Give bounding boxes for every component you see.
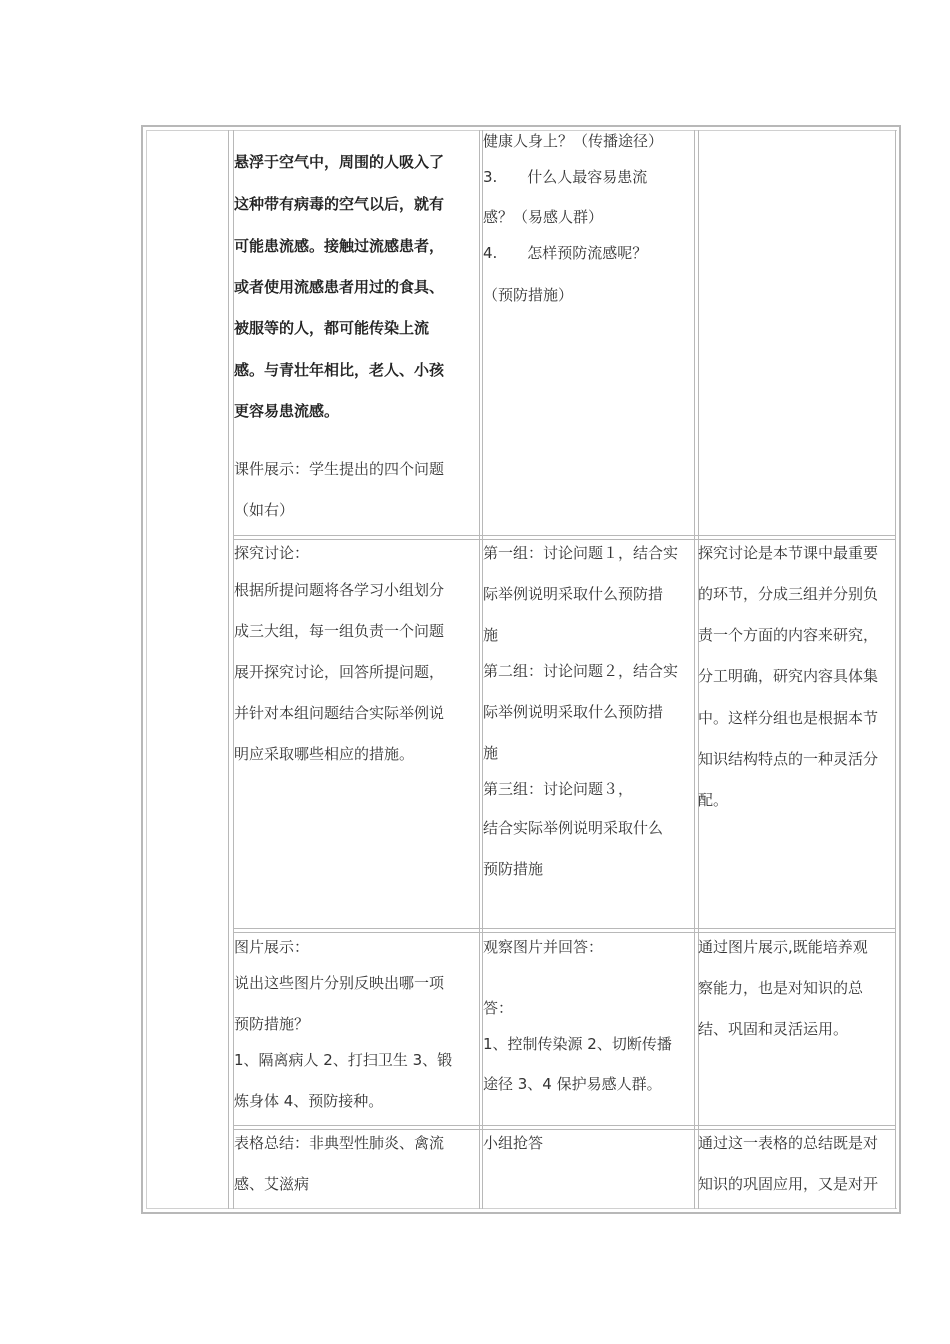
table-border-left-inner (146, 130, 147, 1209)
cell-text-line: 或者使用流感患者用过的食具、 (234, 278, 445, 296)
cell-text-line: 健康人身上？（传播途径） (483, 132, 664, 150)
cell-text-line: 知识的巩固应用，又是对开 (698, 1175, 879, 1193)
cell-text-line: 4. 怎样预防流感呢？ (483, 244, 648, 262)
table-border-right (899, 125, 901, 1214)
cell-text-line: 感？（易感人群） (483, 208, 604, 226)
row-divider-3 (233, 1125, 896, 1126)
cell-text-line: 答： (483, 999, 514, 1017)
row-divider-2b (233, 932, 896, 933)
cell-text-line: 的环节，分成三组并分别负 (698, 585, 879, 603)
cell-text-line: 图片展示： (234, 938, 310, 956)
cell-text-line: 更容易患流感。 (234, 402, 340, 420)
cell-text-line: 结、巩固和灵活运用。 (698, 1020, 849, 1038)
cell-text-line: 第一组：讨论问题１，结合实 (483, 544, 679, 562)
cell-text-line: 结合实际举例说明采取什么 (483, 819, 664, 837)
cell-text-line: 中。这样分组也是根据本节 (698, 709, 879, 727)
cell-text-line: （如右） (234, 501, 295, 519)
cell-text-line: 1、控制传染源 2、切断传播 (483, 1035, 672, 1053)
cell-text-line: 课件展示：学生提出的四个问题 (234, 460, 445, 478)
cell-text-line: 途径 3、4 保护易感人群。 (483, 1075, 662, 1093)
cell-text-line: 小组抢答 (483, 1134, 544, 1152)
cell-text-line: 通过这一表格的总结既是对 (698, 1134, 879, 1152)
row-divider-1 (233, 535, 896, 536)
cell-text-line: 展开探究讨论，回答所提问题， (234, 663, 445, 681)
cell-text-line: 察能力，也是对知识的总 (698, 979, 864, 997)
cell-text-line: 可能患流感。接触过流感患者， (234, 237, 445, 255)
col-divider-1 (228, 130, 229, 1209)
cell-text-line: 炼身体 4、预防接种。 (234, 1092, 384, 1110)
cell-text-line: 际举例说明采取什么预防措 (483, 585, 664, 603)
cell-text-line: （预防措施） (483, 286, 574, 304)
cell-text-line: 感。与青壮年相比，老人、小孩 (234, 361, 445, 379)
cell-text-line: 探究讨论： (234, 544, 310, 562)
cell-text-line: 这种带有病毒的空气以后，就有 (234, 195, 445, 213)
cell-text-line: 施 (483, 626, 499, 644)
cell-text-line: 预防措施 (483, 860, 544, 878)
cell-text-line: 施 (483, 744, 499, 762)
cell-text-line: 1、隔离病人 2、打扫卫生 3、锻 (234, 1051, 453, 1069)
cell-text-line: 并针对本组问题结合实际举例说 (234, 704, 445, 722)
col-divider-4 (895, 130, 896, 1209)
table-border-bottom (141, 1212, 901, 1214)
table-border-top (141, 125, 901, 127)
col-divider-3 (694, 130, 695, 1209)
cell-text-line: 探究讨论是本节课中最重要 (698, 544, 879, 562)
cell-text-line: 责一个方面的内容来研究， (698, 626, 879, 644)
table-border-bottom-inner (146, 1208, 897, 1209)
cell-text-line: 说出这些图片分别反映出哪一项 (234, 974, 445, 992)
cell-text-line: 悬浮于空气中，周围的人吸入了 (234, 153, 445, 171)
cell-text-line: 明应采取哪些相应的措施。 (234, 745, 415, 763)
cell-text-line: 知识结构特点的一种灵活分 (698, 750, 879, 768)
cell-text-line: 观察图片并回答： (483, 938, 604, 956)
cell-text-line: 被服等的人，都可能传染上流 (234, 319, 430, 337)
row-divider-3b (233, 1129, 896, 1130)
col-divider-2 (479, 130, 480, 1209)
cell-text-line: 第二组：讨论问题２，结合实 (483, 662, 679, 680)
cell-text-line: 分工明确，研究内容具体集 (698, 667, 879, 685)
cell-text-line: 感、艾滋病 (234, 1175, 310, 1193)
cell-text-line: 际举例说明采取什么预防措 (483, 703, 664, 721)
cell-text-line: 预防措施？ (234, 1015, 310, 1033)
cell-text-line: 配。 (698, 791, 729, 809)
table-border-left (141, 125, 143, 1214)
row-divider-1b (233, 539, 896, 540)
cell-text-line: 成三大组，每一组负责一个问题 (234, 622, 445, 640)
cell-text-line: 第三组：讨论问题３， (483, 780, 634, 798)
cell-text-line: 表格总结：非典型性肺炎、禽流 (234, 1134, 445, 1152)
cell-text-line: 3. 什么人最容易患流 (483, 168, 648, 186)
cell-text-line: 根据所提问题将各学习小组划分 (234, 581, 445, 599)
row-divider-2 (233, 928, 896, 929)
cell-text-line: 通过图片展示,既能培养观 (698, 938, 868, 956)
